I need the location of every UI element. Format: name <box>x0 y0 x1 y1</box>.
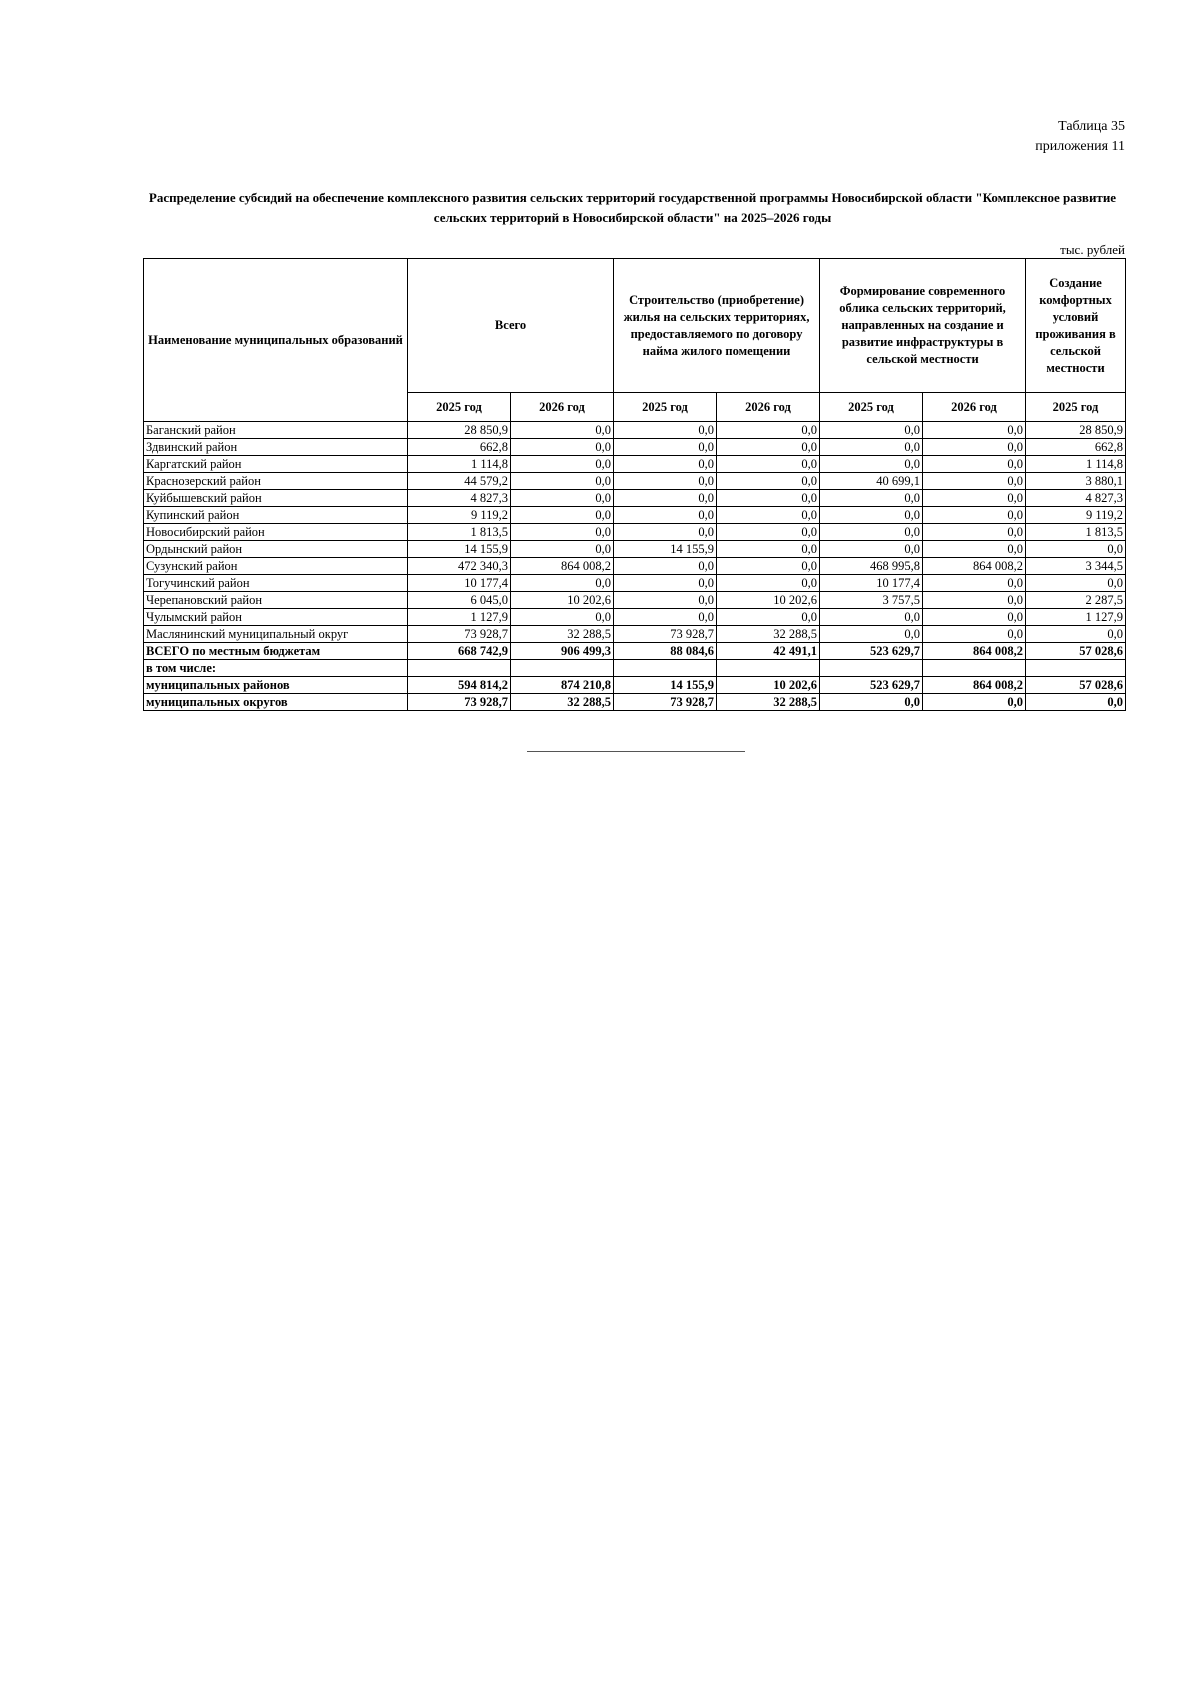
value-cell: 14 155,9 <box>408 541 511 558</box>
value-cell: 0,0 <box>717 490 820 507</box>
value-cell: 0,0 <box>923 592 1026 609</box>
value-cell: 0,0 <box>717 575 820 592</box>
value-cell: 0,0 <box>1026 626 1126 643</box>
value-cell: 0,0 <box>511 575 614 592</box>
empty-cell <box>717 660 820 677</box>
header-municipality: Наименование муниципальных образований <box>144 259 408 422</box>
table-row <box>144 473 1126 490</box>
header-year: 2025 год <box>408 393 511 422</box>
value-cell: 0,0 <box>1026 541 1126 558</box>
value-cell: 9 119,2 <box>408 507 511 524</box>
value-cell: 0,0 <box>820 524 923 541</box>
value-cell: 1 114,8 <box>408 456 511 473</box>
municipality-name: Купинский район <box>144 507 408 524</box>
subtotal-value-cell: 0,0 <box>923 694 1026 711</box>
table-row <box>144 592 1126 609</box>
value-cell: 10 202,6 <box>717 592 820 609</box>
value-cell: 40 699,1 <box>820 473 923 490</box>
value-cell: 9 119,2 <box>1026 507 1126 524</box>
value-cell: 0,0 <box>923 422 1026 439</box>
value-cell: 0,0 <box>614 439 717 456</box>
value-cell: 0,0 <box>923 473 1026 490</box>
value-cell: 864 008,2 <box>511 558 614 575</box>
empty-cell <box>408 660 511 677</box>
value-cell: 1 127,9 <box>1026 609 1126 626</box>
subtotal-value-cell: 73 928,7 <box>614 694 717 711</box>
municipality-name: Каргатский район <box>144 456 408 473</box>
header-housing-construction: Строительство (приобретение) жилья на сельских территориях, предоставляемого по договору найма жилого помещении <box>614 259 820 393</box>
value-cell: 1 813,5 <box>1026 524 1126 541</box>
subtotal-value-cell: 10 202,6 <box>717 677 820 694</box>
value-cell: 472 340,3 <box>408 558 511 575</box>
total-value-cell: 668 742,9 <box>408 643 511 660</box>
value-cell: 0,0 <box>511 473 614 490</box>
value-cell: 0,0 <box>820 609 923 626</box>
subtotal-value-cell: 32 288,5 <box>511 694 614 711</box>
value-cell: 0,0 <box>923 524 1026 541</box>
units-label: тыс. рублей <box>1060 242 1125 257</box>
value-cell: 0,0 <box>614 456 717 473</box>
total-value-cell: 864 008,2 <box>923 643 1026 660</box>
empty-cell <box>614 660 717 677</box>
value-cell: 0,0 <box>511 422 614 439</box>
subtotal-value-cell: 32 288,5 <box>717 694 820 711</box>
value-cell: 3 344,5 <box>1026 558 1126 575</box>
value-cell: 0,0 <box>614 575 717 592</box>
header-modern-look: Формирование современного облика сельских территорий, направленных на создание и развитие инфраструктуры в сельской местности <box>820 259 1026 393</box>
value-cell: 0,0 <box>820 490 923 507</box>
value-cell: 0,0 <box>923 575 1026 592</box>
total-row <box>144 643 1126 660</box>
value-cell: 0,0 <box>614 524 717 541</box>
municipality-name: Краснозерский район <box>144 473 408 490</box>
including-label: в том числе: <box>144 660 408 677</box>
value-cell: 0,0 <box>511 541 614 558</box>
subtotal-value-cell: 57 028,6 <box>1026 677 1126 694</box>
total-value-cell: 57 028,6 <box>1026 643 1126 660</box>
table-row <box>144 507 1126 524</box>
subtotal-value-cell: 523 629,7 <box>820 677 923 694</box>
value-cell: 0,0 <box>614 490 717 507</box>
value-cell: 2 287,5 <box>1026 592 1126 609</box>
value-cell: 0,0 <box>717 609 820 626</box>
total-row-label: ВСЕГО по местным бюджетам <box>144 643 408 660</box>
value-cell: 73 928,7 <box>614 626 717 643</box>
value-cell: 0,0 <box>511 439 614 456</box>
value-cell: 6 045,0 <box>408 592 511 609</box>
value-cell: 662,8 <box>408 439 511 456</box>
total-value-cell: 88 084,6 <box>614 643 717 660</box>
subtotal-value-cell: 874 210,8 <box>511 677 614 694</box>
table-row <box>144 524 1126 541</box>
value-cell: 28 850,9 <box>408 422 511 439</box>
value-cell: 0,0 <box>923 626 1026 643</box>
subtotal-value-cell: 594 814,2 <box>408 677 511 694</box>
subsidy-table <box>143 258 1126 711</box>
value-cell: 1 813,5 <box>408 524 511 541</box>
value-cell: 0,0 <box>511 456 614 473</box>
document-title: Распределение субсидий на обеспечение комплексного развития сельских территорий государственной программы Новосибирской области "Комплексное развитие сельских территорий в Новосибирской области" на 2025–2026 годы <box>148 190 1117 225</box>
header-year: 2026 год <box>511 393 614 422</box>
value-cell: 0,0 <box>614 422 717 439</box>
value-cell: 0,0 <box>511 507 614 524</box>
value-cell: 44 579,2 <box>408 473 511 490</box>
value-cell: 0,0 <box>820 541 923 558</box>
municipality-name: Сузунский район <box>144 558 408 575</box>
total-value-cell: 906 499,3 <box>511 643 614 660</box>
value-cell: 0,0 <box>717 422 820 439</box>
value-cell: 0,0 <box>820 422 923 439</box>
header-year: 2025 год <box>614 393 717 422</box>
total-value-cell: 523 629,7 <box>820 643 923 660</box>
value-cell: 864 008,2 <box>923 558 1026 575</box>
empty-cell <box>1026 660 1126 677</box>
value-cell: 0,0 <box>614 558 717 575</box>
value-cell: 0,0 <box>820 439 923 456</box>
subtotal-value-cell: 73 928,7 <box>408 694 511 711</box>
table-row <box>144 422 1126 439</box>
header-year: 2026 год <box>717 393 820 422</box>
municipality-name: Маслянинский муниципальный округ <box>144 626 408 643</box>
value-cell: 10 177,4 <box>408 575 511 592</box>
value-cell: 0,0 <box>923 609 1026 626</box>
value-cell: 0,0 <box>717 473 820 490</box>
districts-subtotal-row <box>144 677 1126 694</box>
table-row <box>144 626 1126 643</box>
value-cell: 4 827,3 <box>408 490 511 507</box>
municipality-name: Здвинский район <box>144 439 408 456</box>
value-cell: 32 288,5 <box>717 626 820 643</box>
value-cell: 0,0 <box>717 507 820 524</box>
header-total: Всего <box>408 259 614 393</box>
municipality-name: Новосибирский район <box>144 524 408 541</box>
municipality-name: Баганский район <box>144 422 408 439</box>
table-row <box>144 456 1126 473</box>
value-cell: 1 127,9 <box>408 609 511 626</box>
value-cell: 0,0 <box>717 541 820 558</box>
table-reference <box>1035 117 1125 157</box>
value-cell: 0,0 <box>614 609 717 626</box>
table-row <box>144 609 1126 626</box>
value-cell: 0,0 <box>1026 575 1126 592</box>
value-cell: 0,0 <box>820 456 923 473</box>
value-cell: 0,0 <box>923 456 1026 473</box>
empty-cell <box>923 660 1026 677</box>
value-cell: 0,0 <box>717 558 820 575</box>
header-year: 2025 год <box>1026 393 1126 422</box>
value-cell: 3 880,1 <box>1026 473 1126 490</box>
end-divider <box>527 751 745 752</box>
empty-cell <box>511 660 614 677</box>
municipality-name: Куйбышевский район <box>144 490 408 507</box>
appendix-reference: приложения 11 <box>1035 139 1125 154</box>
value-cell: 0,0 <box>511 524 614 541</box>
subtotal-value-cell: 14 155,9 <box>614 677 717 694</box>
value-cell: 10 202,6 <box>511 592 614 609</box>
value-cell: 3 757,5 <box>820 592 923 609</box>
value-cell: 468 995,8 <box>820 558 923 575</box>
value-cell: 0,0 <box>820 626 923 643</box>
municipality-name: Чулымский район <box>144 609 408 626</box>
value-cell: 0,0 <box>923 541 1026 558</box>
table-row <box>144 490 1126 507</box>
okrugs-subtotal-row <box>144 694 1126 711</box>
value-cell: 0,0 <box>717 524 820 541</box>
municipality-name: Ордынский район <box>144 541 408 558</box>
value-cell: 10 177,4 <box>820 575 923 592</box>
subtotal-value-cell: 864 008,2 <box>923 677 1026 694</box>
value-cell: 28 850,9 <box>1026 422 1126 439</box>
value-cell: 14 155,9 <box>614 541 717 558</box>
subtotal-value-cell: 0,0 <box>1026 694 1126 711</box>
value-cell: 0,0 <box>511 609 614 626</box>
table-row <box>144 558 1126 575</box>
value-cell: 0,0 <box>614 592 717 609</box>
value-cell: 0,0 <box>511 490 614 507</box>
value-cell: 0,0 <box>820 507 923 524</box>
value-cell: 0,0 <box>614 507 717 524</box>
municipality-name: Тогучинский район <box>144 575 408 592</box>
table-number: Таблица 35 <box>1058 119 1125 134</box>
value-cell: 4 827,3 <box>1026 490 1126 507</box>
table-row <box>144 541 1126 558</box>
table-row <box>144 439 1126 456</box>
value-cell: 0,0 <box>923 490 1026 507</box>
subtotal-value-cell: 0,0 <box>820 694 923 711</box>
value-cell: 0,0 <box>717 456 820 473</box>
header-year: 2025 год <box>820 393 923 422</box>
header-comfort-conditions: Создание комфортных условий проживания в сельской местности <box>1026 259 1126 393</box>
value-cell: 662,8 <box>1026 439 1126 456</box>
value-cell: 73 928,7 <box>408 626 511 643</box>
total-value-cell: 42 491,1 <box>717 643 820 660</box>
empty-cell <box>820 660 923 677</box>
table-header-row <box>144 259 1126 393</box>
value-cell: 32 288,5 <box>511 626 614 643</box>
value-cell: 0,0 <box>614 473 717 490</box>
okrugs-label: муниципальных округов <box>144 694 408 711</box>
table-row <box>144 575 1126 592</box>
districts-label: муниципальных районов <box>144 677 408 694</box>
header-year: 2026 год <box>923 393 1026 422</box>
including-row <box>144 660 1126 677</box>
value-cell: 1 114,8 <box>1026 456 1126 473</box>
value-cell: 0,0 <box>923 439 1026 456</box>
municipality-name: Черепановский район <box>144 592 408 609</box>
value-cell: 0,0 <box>923 507 1026 524</box>
value-cell: 0,0 <box>717 439 820 456</box>
